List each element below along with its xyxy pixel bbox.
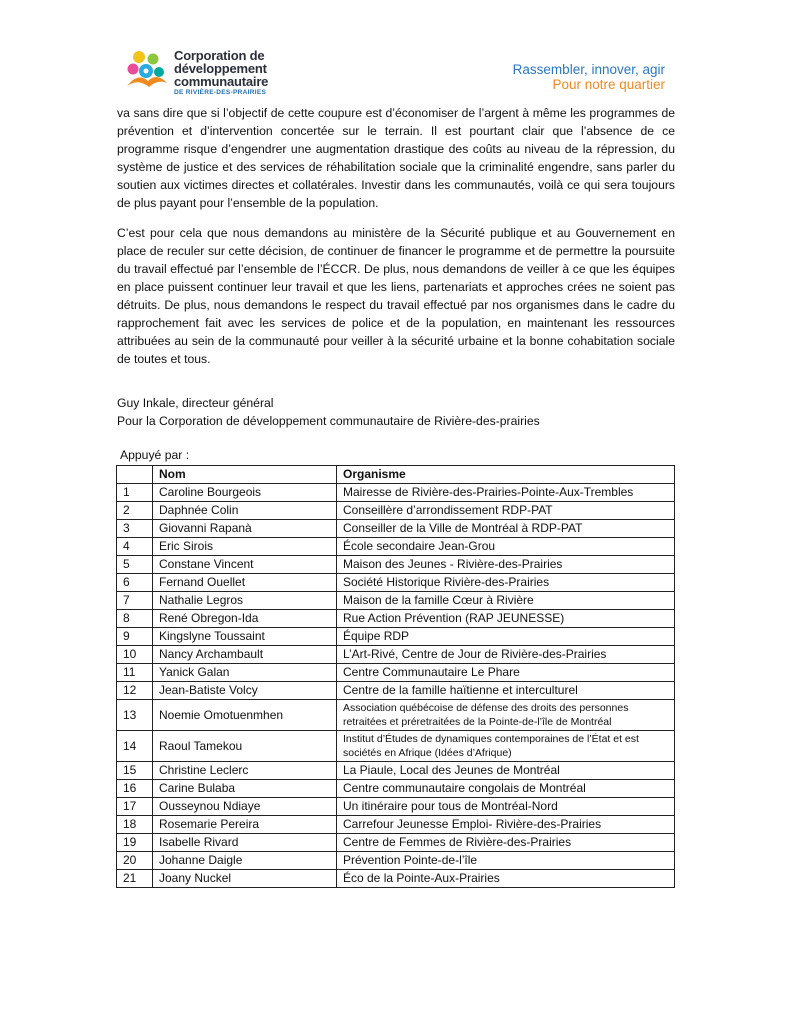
row-organization: Prévention Pointe-de-l’île: [337, 852, 675, 870]
row-organization: Maison des Jeunes - Rivière-des-Prairies: [337, 556, 675, 574]
row-name: Carine Bulaba: [153, 780, 337, 798]
row-name: Giovanni Rapanà: [153, 520, 337, 538]
supporters-table: [116, 465, 675, 888]
table-row: [117, 664, 675, 682]
table-row: [117, 852, 675, 870]
row-organization: Conseiller de la Ville de Montréal à RDP-PAT: [337, 520, 675, 538]
row-name: Isabelle Rivard: [153, 834, 337, 852]
row-number: 8: [117, 610, 153, 628]
row-number: 2: [117, 502, 153, 520]
row-organization: L’Art-Rivé, Centre de Jour de Rivière-des-Prairies: [337, 646, 675, 664]
row-number: 18: [117, 816, 153, 834]
tagline-line-1: Rassembler, innover, agir: [512, 62, 665, 77]
row-organization: Centre de Femmes de Rivière-des-Prairies: [337, 834, 675, 852]
paragraph-1: va sans dire que si l’objectif de cette coupure est d’économiser de l’argent à même les programmes de prévention et d’intervention concertée sur le terrain. Il est pourtant clair que l’absence de ce programme risque d’engendrer une augmentation drastique des coûts au niveau de la répression, du système de justice et des services de réhabilitation sociale que la criminalité engendre, sans parler du soutien aux victimes directes et collatérales. Investir dans les communautés, voilà ce qui sera toujours de plus payant pour l’ensemble de la population.: [117, 106, 675, 210]
row-organization: Institut d’Études de dynamiques contemporaines de l’État et est sociétés en Afrique (Idées d’Afrique): [337, 731, 675, 762]
row-organization: Équipe RDP: [337, 628, 675, 646]
table-row: [117, 731, 675, 762]
table-row: [117, 780, 675, 798]
table-row: [117, 682, 675, 700]
row-number: 12: [117, 682, 153, 700]
row-name: Ousseynou Ndiaye: [153, 798, 337, 816]
logo-line-3: communautaire: [174, 74, 269, 89]
row-number: 5: [117, 556, 153, 574]
row-name: Raoul Tamekou: [153, 731, 337, 762]
table-body: [117, 484, 675, 888]
row-number: 14: [117, 731, 153, 762]
row-number: 16: [117, 780, 153, 798]
row-organization: Éco de la Pointe-Aux-Prairies: [337, 870, 675, 888]
signature-name: Guy Inkale, directeur général: [117, 396, 274, 410]
table-row: [117, 628, 675, 646]
row-name: Jean-Batiste Volcy: [153, 682, 337, 700]
header-organization: Organisme: [337, 466, 675, 484]
row-organization: Conseillère d’arrondissement RDP-PAT: [337, 502, 675, 520]
row-number: 10: [117, 646, 153, 664]
row-number: 11: [117, 664, 153, 682]
row-number: 6: [117, 574, 153, 592]
row-organization: Centre Communautaire Le Phare: [337, 664, 675, 682]
table-row: [117, 592, 675, 610]
row-organization: École secondaire Jean-Grou: [337, 538, 675, 556]
table-row: [117, 762, 675, 780]
row-number: 4: [117, 538, 153, 556]
logo-line-2: développement: [174, 61, 267, 76]
row-organization: Un itinéraire pour tous de Montréal-Nord: [337, 798, 675, 816]
paragraph-2: C’est pour cela que nous demandons au ministère de la Sécurité publique et au Gouvernement en place de reculer sur cette décision, de continuer de financer le programme et de permettre la poursuite du travail effectué par l’ensemble de l’ÉCCR. De plus, nous demandons de veiller à ce que les équipes en place puissent continuer leur travail et que les liens, partenariats et approches crées ne soient pas détruits. De plus, nous demandons le respect du travail effectué par nos organismes dans le cadre du rapprochement fait avec les services de police et de la population, en maintenant les ressources attribuées au sein de la communauté pour veiller à la sécurité urbaine et la bonne cohabitation sociale de toutes et tous.: [117, 226, 675, 366]
row-number: 17: [117, 798, 153, 816]
row-name: René Obregon-Ida: [153, 610, 337, 628]
row-number: 9: [117, 628, 153, 646]
row-number: 15: [117, 762, 153, 780]
letter-body: [117, 104, 675, 368]
table-row: [117, 556, 675, 574]
logo-subtitle: DE RIVIÈRE-DES-PRAIRIES: [174, 89, 267, 96]
supporters-label: Appuyé par :: [120, 448, 190, 462]
row-name: Constane Vincent: [153, 556, 337, 574]
row-number: 21: [117, 870, 153, 888]
row-organization: Centre de la famille haïtienne et interculturel: [337, 682, 675, 700]
table-row: [117, 834, 675, 852]
table-row: [117, 484, 675, 502]
signature-organization: Pour la Corporation de développement communautaire de Rivière-des-prairies: [117, 414, 540, 428]
table-row: [117, 574, 675, 592]
header-number: [117, 466, 153, 484]
table-row: [117, 700, 675, 731]
tagline-line-2: Pour notre quartier: [552, 77, 665, 92]
table-header-row: [117, 466, 675, 484]
signature-block: [117, 394, 540, 430]
row-organization: Association québécoise de défense des droits des personnes retraitées et préretraitées de la Pointe-de-l’île de Montréal: [337, 700, 675, 731]
table-row: [117, 520, 675, 538]
row-number: 7: [117, 592, 153, 610]
row-name: Noemie Omotuenmhen: [153, 700, 337, 731]
row-number: 1: [117, 484, 153, 502]
header-name: Nom: [153, 466, 337, 484]
table-row: [117, 798, 675, 816]
logo-line-1: Corporation de: [174, 48, 265, 63]
row-name: Daphnée Colin: [153, 502, 337, 520]
row-name: Christine Leclerc: [153, 762, 337, 780]
logo-people-icon: [122, 48, 170, 96]
table-row: [117, 816, 675, 834]
table-row: [117, 538, 675, 556]
row-organization: Centre communautaire congolais de Montréal: [337, 780, 675, 798]
table-row: [117, 646, 675, 664]
row-name: Caroline Bourgeois: [153, 484, 337, 502]
row-number: 19: [117, 834, 153, 852]
row-organization: Maison de la famille Cœur à Rivière: [337, 592, 675, 610]
row-organization: Mairesse de Rivière-des-Prairies-Pointe-Aux-Trembles: [337, 484, 675, 502]
row-name: Kingslyne Toussaint: [153, 628, 337, 646]
row-organization: Carrefour Jeunesse Emploi- Rivière-des-Prairies: [337, 816, 675, 834]
table-row: [117, 870, 675, 888]
table-row: [117, 610, 675, 628]
row-organization: La Piaule, Local des Jeunes de Montréal: [337, 762, 675, 780]
tagline: [513, 62, 665, 92]
row-name: Nancy Archambault: [153, 646, 337, 664]
row-name: Yanick Galan: [153, 664, 337, 682]
row-organization: Rue Action Prévention (RAP JEUNESSE): [337, 610, 675, 628]
row-name: Eric Sirois: [153, 538, 337, 556]
row-name: Johanne Daigle: [153, 852, 337, 870]
row-number: 13: [117, 700, 153, 731]
organization-logo: [122, 48, 282, 100]
row-number: 3: [117, 520, 153, 538]
row-name: Nathalie Legros: [153, 592, 337, 610]
row-name: Joany Nuckel: [153, 870, 337, 888]
row-name: Fernand Ouellet: [153, 574, 337, 592]
row-number: 20: [117, 852, 153, 870]
row-organization: Société Historique Rivière-des-Prairies: [337, 574, 675, 592]
table-row: [117, 502, 675, 520]
row-name: Rosemarie Pereira: [153, 816, 337, 834]
